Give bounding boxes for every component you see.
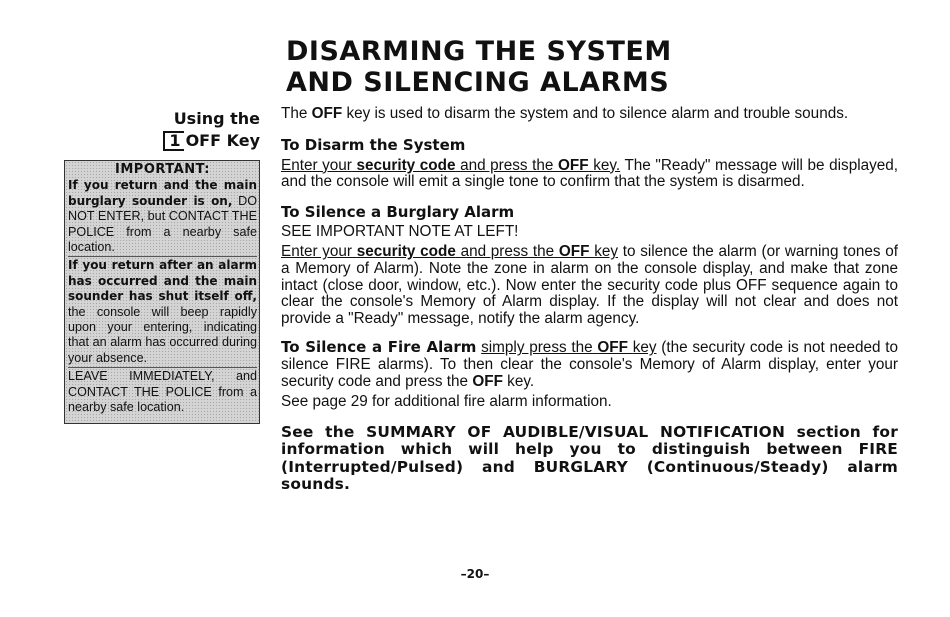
fire-heading: To Silence a Fire Alarm — [281, 338, 477, 357]
intro-text-post: key is used to disarm the system and to silence alarm and trouble sounds. — [346, 105, 849, 122]
key-label: OFF Key — [185, 131, 260, 150]
summary-paragraph: See the SUMMARY OF AUDIBLE/VISUAL NOTIFICATION section for information which will help you to distinguish between FIRE (Interrupted/Pulsed) and BURGLARY (Continuous/Steady) alarm sounds. — [281, 422, 898, 494]
fire-t1: simply press the — [481, 339, 593, 357]
important-para-2 — [68, 258, 257, 366]
title-line-2: AND SILENCING ALARMS — [286, 67, 670, 98]
important-divider-1 — [68, 256, 257, 257]
disarm-t3: and press the — [460, 156, 554, 174]
fire-t6: key. — [507, 372, 535, 390]
burglary-security-code: security code — [356, 243, 456, 261]
important-para-1-bold: If you return and the main burglary sounder is on, — [68, 178, 257, 208]
title-line-1: DISARMING THE SYSTEM — [286, 36, 672, 67]
main-content — [281, 106, 898, 494]
burglary-paragraph — [281, 244, 898, 327]
burglary-instruction — [281, 243, 618, 260]
disarm-t5: key. — [593, 156, 621, 174]
fire-paragraph — [281, 339, 898, 390]
important-para-1 — [68, 178, 257, 255]
intro-text-pre: The — [281, 105, 308, 122]
disarm-instruction — [281, 157, 620, 174]
important-title: IMPORTANT: — [115, 162, 210, 177]
important-para-2-text: the console will beep rapidly upon your entering, indicating that an alarm has occurred during your absence. — [68, 304, 257, 365]
burglary-note: SEE IMPORTANT NOTE AT LEFT! — [281, 222, 519, 240]
important-para-3: LEAVE IMMEDIATELY, and CONTACT THE POLICE from a nearby safe location. — [68, 369, 257, 415]
see-page-note: See page 29 for additional fire alarm information. — [281, 393, 612, 411]
disarm-off-key: OFF — [558, 156, 589, 174]
important-notice-box — [64, 160, 260, 424]
burglary-t3: and press the — [460, 243, 555, 261]
disarm-security-code: security code — [356, 156, 456, 174]
side-heading-line-2 — [120, 130, 260, 152]
key-number-box: 1 — [163, 131, 183, 151]
disarm-t6: The "Ready" message will be displayed, and the console will emit a single tone to confirm that the system is disarmed. — [281, 156, 899, 191]
disarm-t1: Enter your — [281, 156, 352, 174]
side-heading — [120, 108, 260, 152]
disarm-heading: To Disarm the System — [281, 135, 466, 154]
page-title — [286, 36, 906, 98]
important-para-1-text: DO NOT ENTER, but CONTACT THE POLICE from a nearby safe location. — [68, 193, 257, 255]
important-para-2-bold: If you return after an alarm has occurred and the main sounder has shut itself off, — [68, 258, 257, 304]
page-number: –20– — [460, 567, 490, 581]
important-divider-2 — [68, 367, 257, 368]
fire-instruction — [481, 339, 656, 356]
side-heading-line-1: Using the — [173, 109, 260, 128]
burglary-t1: Enter your — [281, 243, 353, 261]
intro-paragraph — [281, 106, 898, 123]
fire-t3: key — [632, 339, 657, 357]
burglary-t6: to silence the alarm (or warning tones of a Memory of Alarm). Note the zone in alarm on the console display, and make that zone intact (close door, window, etc.). Now enter the security code plus OFF sequence again to clear the console's Memory of Alarm display. If the display will not clear and does not provide a "Ready" message, notify the alarm agency. — [281, 243, 899, 327]
intro-off-key: OFF — [311, 105, 343, 122]
burglary-heading: To Silence a Burglary Alarm — [281, 202, 515, 221]
burglary-t5: key — [594, 243, 619, 261]
fire-off-key: OFF — [597, 339, 628, 357]
fire-t4: (the security code is not needed to silence FIRE alarms). To then clear the console's Memory of Alarm display, enter your security code and press the — [281, 339, 899, 390]
fire-off-key-2: OFF — [472, 372, 503, 390]
disarm-paragraph — [281, 158, 898, 191]
burglary-off-key: OFF — [558, 243, 590, 261]
